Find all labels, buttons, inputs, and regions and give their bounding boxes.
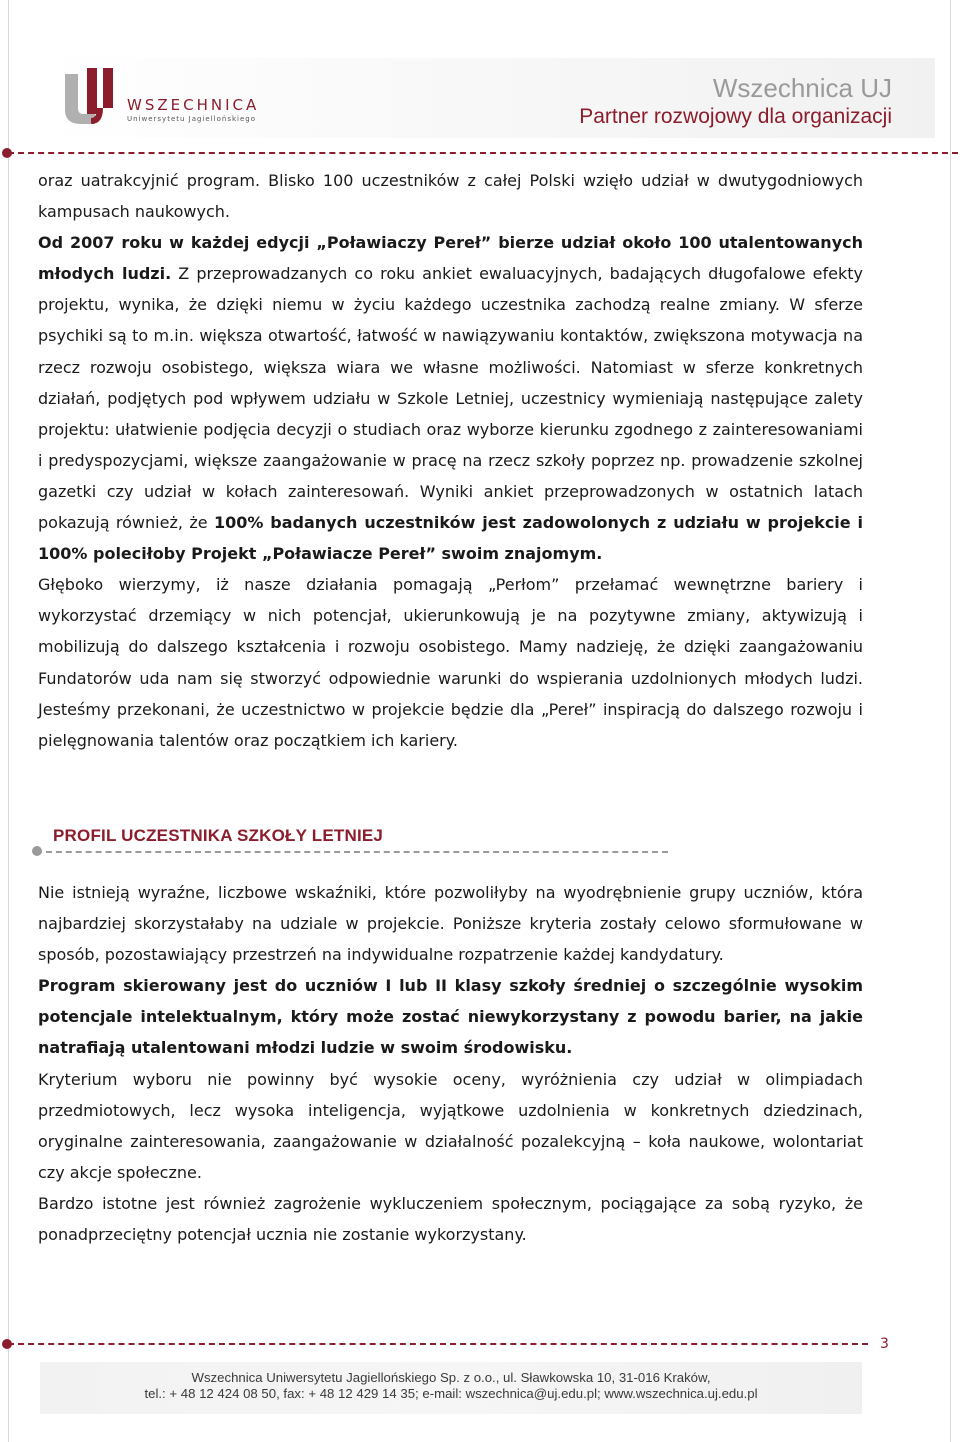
paragraph: Nie istnieją wyraźne, liczbowe wskaźniki, które pozwoliłyby na wyodrębnienie grupy uczniów, która najbardziej skorzystałaby na udziale w projekcie. Poniższe kryteria zostały celowo sformułowane w sposób, pozostawiający przestrzeń na indywidualne rozpatrzenie każdej kandydatury. bbox=[38, 883, 863, 965]
logo-subtitle: Uniwersytetu Jagiellońskiego bbox=[127, 115, 256, 123]
footer-divider bbox=[8, 1343, 868, 1345]
paragraph: Bardzo istotne jest również zagrożenie wykluczeniem społecznym, pociągające za sobą ryzyko, że ponadprzeciętny potencjał ucznia nie zostanie wykorzystany. bbox=[38, 1193, 863, 1245]
section-heading: PROFIL UCZESTNIKA SZKOŁY LETNIEJ bbox=[53, 826, 384, 845]
paragraph bbox=[38, 970, 863, 1063]
page-number: 3 bbox=[880, 1336, 889, 1352]
logo-u-icon bbox=[65, 68, 119, 126]
paragraph: Kryterium wyboru nie powinny być wysokie oceny, wyróżnienia czy udział w olimpiadach przedmiotowych, lecz wysoka inteligencja, wyjątkowe uzdolnienia w konkretnych dziedzinach, oryginalne zainteresowania, zaangażowanie w działalność pozalekcyjną – koła naukowe, wolontariat czy akcje społeczne. bbox=[38, 1069, 863, 1182]
main-text bbox=[38, 165, 863, 756]
paragraph: oraz uatrakcyjnić program. Blisko 100 uczestników z całej Polski wzięło udział w dwutygodniowych kampusach naukowych. bbox=[38, 171, 863, 222]
bold-text: Program skierowany jest do uczniów I lub II klasy szkoły średniej o szczególnie wysokim potencjale intelektualnym, który może zostać niewykorzystany z powodu barier, na jakie natrafiają utalentowani młodzi ludzie w swoim środowisku. bbox=[38, 976, 863, 1058]
brand-tagline: Partner rozwojowy dla organizacji bbox=[579, 105, 892, 128]
bold-text: 100% badanych uczestników jest zadowolonych z udziału w projekcie i 100% poleciłoby Projekt „Poławiacze Pereł” swoim znajomym. bbox=[38, 513, 863, 564]
section-divider bbox=[36, 851, 668, 853]
footer-address: Wszechnica Uniwersytetu Jagiellońskiego Sp. z o.o., ul. Sławkowska 10, 31-016 Kraków, bbox=[191, 1370, 711, 1385]
brand-title: Wszechnica UJ bbox=[712, 73, 892, 103]
paragraph: Głęboko wierzymy, iż nasze działania pomagają „Perłom” przełamać wewnętrzne bariery i wykorzystać drzemiący w nich potencjał, ukierunkowują je na pozytywne zmiany, aktywizują i mobilizują do dalszego kształcenia i rozwoju osobistego. Mamy nadzieję, że dzięki zaangażowaniu Fundatorów uda nam się stworzyć odpowiednie warunki do wspierania uzdolnionych młodych ludzi. Jesteśmy przekonani, że uczestnictwo w projekcie będzie dla „Pereł” inspiracją do dalszego rozwoju i pielęgnowania talentów oraz początkiem ich kariery. bbox=[38, 575, 863, 750]
wszechnica-logo bbox=[65, 68, 265, 128]
section-text bbox=[38, 877, 863, 1250]
page-border-right bbox=[950, 0, 951, 1442]
header-divider bbox=[8, 152, 958, 154]
logo-name: WSZECHNICA bbox=[127, 96, 260, 114]
page-border-left bbox=[8, 0, 9, 1442]
bold-text: Od 2007 roku w każdej edycji „Poławiaczy Pereł” bierze udział około 100 utalentowanych młodych ludzi. bbox=[38, 233, 863, 284]
body-text: Z przeprowadzanych co roku ankiet ewaluacyjnych, badających długofalowe efekty projektu, wynika, że dzięki niemu w życiu każdego uczestnika zachodzą realne zmiany. W sferze psychiki są to m.in. większa otwartość, łatwość w nawiązywaniu kontaktów, zwiększona motywacja na rzecz rozwoju osobistego, większa wiara we własne możliwości. Natomiast w sferze konkretnych działań, podjętych pod wpływem udziału w Szkole Letniej, uczestnicy wymieniają następujące zalety projektu: ułatwienie podjęcia decyzji o studiach oraz wyborze kierunku zgodnego z zainteresowaniami i predyspozycjami, większe zaangażowanie w pracę na rzecz szkoły poprzez np. prowadzenie szkolnej gazetki czy udział w kołach zainteresowań. Wyniki ankiet przeprowadzonych w ostatnich latach pokazują również, że bbox=[38, 264, 863, 533]
footer-contact: tel.: + 48 12 424 08 50, fax: + 48 12 429 14 35; e-mail: wszechnica@uj.edu.pl; www.wszechnica.uj.edu.pl bbox=[144, 1386, 758, 1401]
paragraph bbox=[38, 227, 863, 569]
